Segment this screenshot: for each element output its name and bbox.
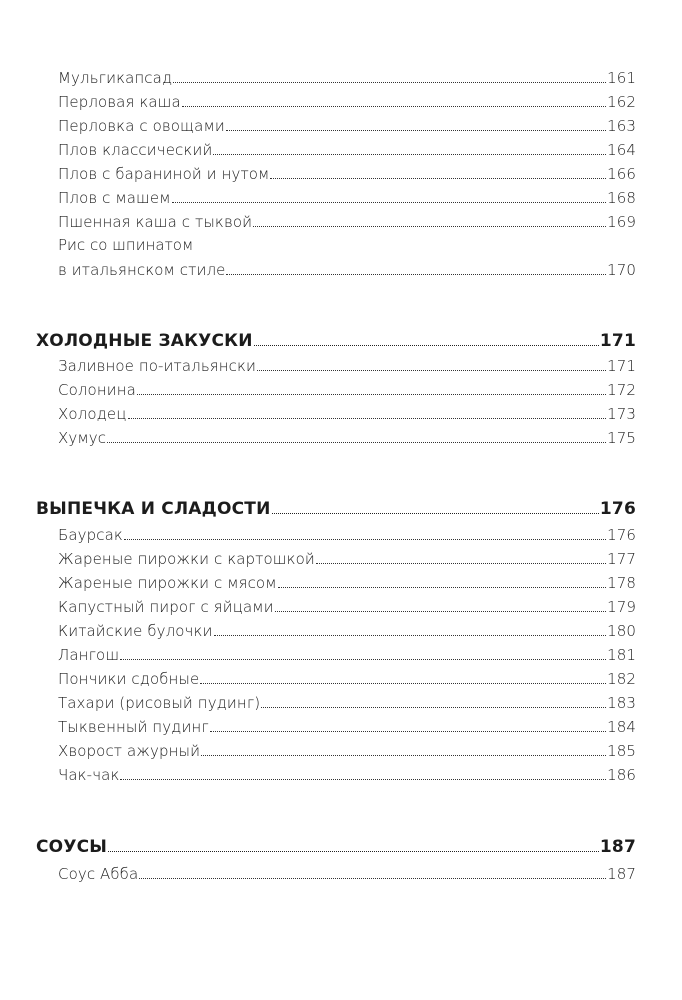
entry-title: Плов классический	[58, 141, 213, 159]
toc-entry[interactable]	[58, 208, 636, 232]
entry-title: Чак-чак	[58, 766, 120, 784]
toc-entry[interactable]	[58, 689, 636, 713]
dot-leader	[261, 707, 606, 708]
entry-title: Соус Абба	[58, 865, 139, 883]
entry-title: Пончики сдобные	[58, 670, 200, 688]
entry-page: 164	[607, 141, 636, 159]
dot-leader	[107, 442, 606, 443]
entry-page: 172	[607, 381, 636, 399]
dot-leader	[214, 635, 607, 636]
dot-leader	[108, 851, 599, 852]
section-page: 176	[599, 499, 636, 519]
entry-page: 166	[607, 165, 636, 183]
entry-title: Перловая каша	[58, 93, 181, 111]
toc-entry[interactable]	[58, 88, 636, 112]
toc-entry[interactable]	[58, 665, 636, 689]
toc-entry[interactable]	[58, 593, 636, 617]
entry-title-line1[interactable]: Рис со шпинатом	[58, 236, 194, 254]
section-heading-cold-appetizers[interactable]	[36, 324, 636, 352]
toc-entry[interactable]	[58, 112, 636, 136]
section-heading-sauces[interactable]	[36, 830, 636, 858]
entry-page: 163	[607, 117, 636, 135]
dot-leader	[137, 394, 606, 395]
dot-leader	[270, 178, 606, 179]
entry-title: Жареные пирожки с картошкой	[58, 550, 315, 568]
entry-page: 171	[607, 357, 636, 375]
dot-leader	[213, 154, 606, 155]
toc-entry[interactable]	[58, 64, 636, 88]
dot-leader	[124, 539, 606, 540]
section-page: 187	[599, 837, 636, 857]
toc-entry[interactable]	[58, 641, 636, 665]
entry-page: 177	[607, 550, 636, 568]
dot-leader	[316, 563, 606, 564]
entry-page: 162	[607, 93, 636, 111]
toc-entry[interactable]	[58, 761, 636, 785]
dot-leader	[201, 755, 606, 756]
dot-leader	[182, 106, 606, 107]
section-title: СОУСЫ	[36, 837, 108, 857]
dot-leader	[200, 683, 606, 684]
toc-entry[interactable]	[58, 521, 636, 545]
entry-page: 183	[607, 694, 636, 712]
toc-entry[interactable]	[58, 713, 636, 737]
entry-page: 169	[607, 213, 636, 231]
dot-leader	[275, 611, 606, 612]
entry-title: Пшенная каша с тыквой	[58, 213, 253, 231]
toc-entry[interactable]	[58, 184, 636, 208]
dot-leader	[120, 659, 606, 660]
entry-title: Баурсак	[58, 526, 123, 544]
entry-title: Перловка с овощами	[58, 117, 225, 135]
entry-title: Хворост ажурный	[58, 742, 201, 760]
entry-page: 187	[607, 865, 636, 883]
entry-page: 176	[607, 526, 636, 544]
entry-page: 182	[607, 670, 636, 688]
entry-title: Лангош	[58, 646, 120, 664]
entry-title-line2: в итальянском стиле	[58, 261, 226, 279]
entry-title: Жареные пирожки с мясом	[58, 574, 277, 592]
entry-title: Тыквенный пудинг	[58, 718, 209, 736]
dot-leader	[257, 370, 606, 371]
toc-entry[interactable]	[58, 136, 636, 160]
dot-leader	[278, 587, 606, 588]
entry-page: 170	[607, 261, 636, 279]
toc-entry[interactable]	[58, 160, 636, 184]
entry-page: 186	[607, 766, 636, 784]
dot-leader	[272, 513, 599, 514]
dot-leader	[173, 82, 606, 83]
section-page: 171	[599, 331, 636, 351]
section-title: ВЫПЕЧКА И СЛАДОСТИ	[36, 499, 271, 519]
section-title: ХОЛОДНЫЕ ЗАКУСКИ	[36, 331, 253, 351]
entry-title: Мульгикапсад	[58, 69, 173, 87]
toc-entry[interactable]	[58, 400, 636, 424]
dot-leader	[226, 130, 606, 131]
entry-title: Плов с машем	[58, 189, 171, 207]
toc-entry[interactable]	[58, 617, 636, 641]
dot-leader	[254, 345, 599, 346]
entry-page: 179	[607, 598, 636, 616]
toc-entry[interactable]	[58, 569, 636, 593]
entry-title: Солонина	[58, 381, 136, 399]
toc-entry[interactable]	[58, 376, 636, 400]
entry-title: Холодец	[58, 405, 127, 423]
toc-entry[interactable]	[58, 860, 636, 884]
entry-page: 161	[607, 69, 636, 87]
dot-leader	[120, 779, 606, 780]
dot-leader	[139, 878, 606, 879]
dot-leader	[226, 274, 606, 275]
entry-title: Хумус	[58, 429, 107, 447]
toc-entry[interactable]	[58, 256, 636, 280]
entry-page: 168	[607, 189, 636, 207]
entry-title: Тахари (рисовый пудинг)	[58, 694, 261, 712]
entry-page: 173	[607, 405, 636, 423]
entry-page: 178	[607, 574, 636, 592]
dot-leader	[128, 418, 607, 419]
dot-leader	[253, 226, 606, 227]
toc-entry[interactable]	[58, 352, 636, 376]
toc-entry[interactable]	[58, 545, 636, 569]
entry-page: 175	[607, 429, 636, 447]
dot-leader	[210, 731, 606, 732]
entry-page: 185	[607, 742, 636, 760]
entry-title: Капустный пирог с яйцами	[58, 598, 274, 616]
toc-entry[interactable]	[58, 424, 636, 448]
entry-title: Плов с бараниной и нутом	[58, 165, 270, 183]
entry-title: Заливное по-итальянски	[58, 357, 257, 375]
entry-page: 181	[607, 646, 636, 664]
entry-page: 184	[607, 718, 636, 736]
entry-title: Китайские булочки	[58, 622, 213, 640]
toc-entry[interactable]	[58, 737, 636, 761]
section-heading-baking-sweets[interactable]	[36, 492, 636, 520]
dot-leader	[172, 202, 606, 203]
entry-page: 180	[607, 622, 636, 640]
